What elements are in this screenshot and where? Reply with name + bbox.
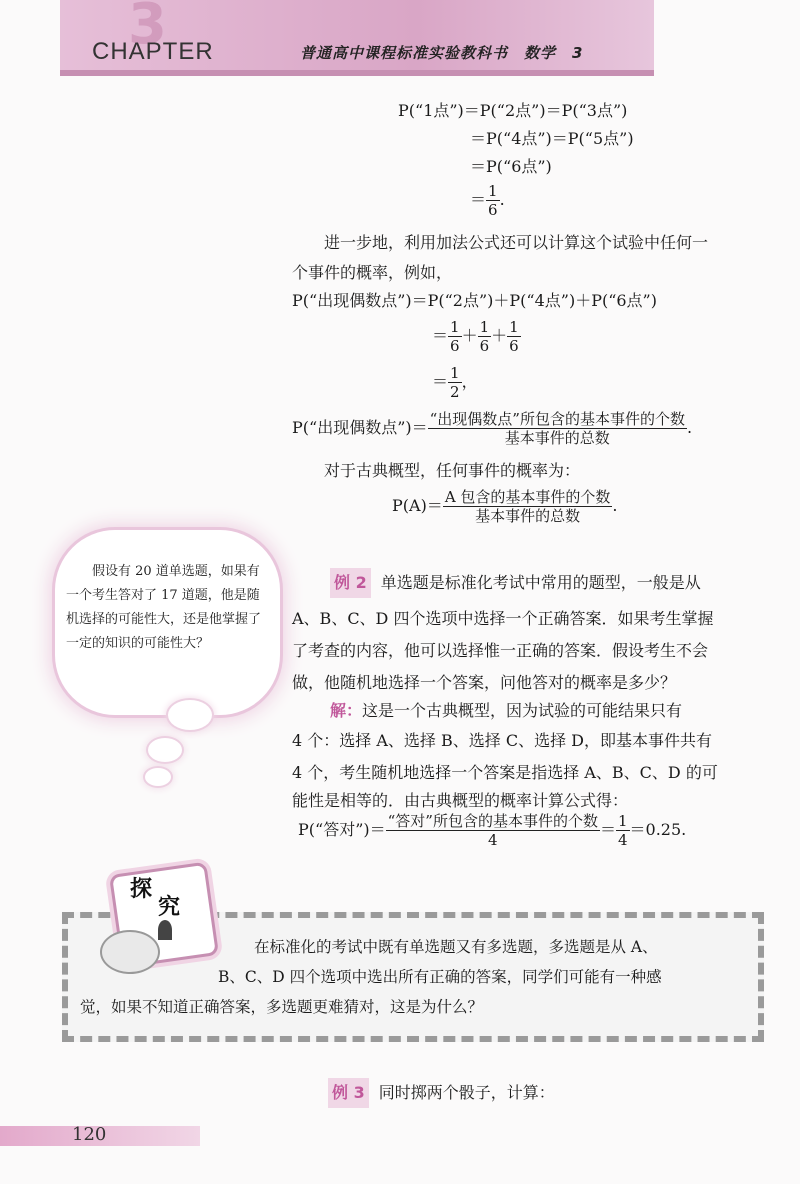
solution-line: 能性是相等的．由古典概型的概率计算公式得： — [292, 791, 629, 810]
example3-line: 例 3 同时掷两个骰子，计算： — [328, 1078, 555, 1108]
dice-eq-line1: P(“1点”)＝P(“2点”)＝P(“3点”) — [398, 101, 628, 120]
cloud-bubble — [168, 700, 212, 730]
even-eq-result: ＝ $\frac{1}{2}$ ， — [432, 364, 478, 401]
explore-line: 在标准化的考试中既有单选题又有多选题，多选题是从 A、 — [254, 938, 658, 956]
explore-title: 探究 — [130, 877, 181, 920]
dice-eq-line2: ＝P(“4点”)＝P(“5点”) — [470, 129, 634, 148]
example2-line: 做，他随机地选择一个答案，问他答对的概率是多少？ — [292, 673, 677, 692]
even-ratio-formula: P(“出现偶数点”)＝ $\frac{\text{“出现偶数点”所包含的基本事件的个数}}{\text{基本事件的总数}}$ . — [292, 410, 693, 447]
even-eq-sum: ＝ $\frac{1}{6}$ ＋ $\frac{1}{6}$ ＋ $\frac{1}{6}$ — [432, 318, 519, 355]
classical-intro: 对于古典概型，任何事件的概率为： — [292, 461, 581, 480]
solution-formula: P(“答对”)＝ $\frac{\text{“答对”所包含的基本事件的个数}}{4}$ ＝ $\frac{1}{4}$ ＝0.25. — [298, 812, 687, 849]
example2-line: A、B、C、D 四个选项中选择一个正确答案．如果考生掌握 — [292, 609, 714, 628]
classical-formula: P(A)＝ $\frac{\text{A 包含的基本事件的个数}}{\text{基本事件的总数}}$ . — [392, 488, 618, 525]
solution-tag: 解： — [330, 701, 363, 720]
explore-line: B、C、D 四个选项中选出所有正确的答案，同学们可能有一种感 — [218, 968, 662, 986]
magnifier-icon — [100, 930, 160, 974]
dice-eq-result: ＝ $\frac{1}{6}$ . — [470, 182, 505, 219]
page-number: 120 — [72, 1124, 107, 1145]
solution-line: 4 个：选择 A、选择 B、选择 C、选择 D，即基本事件共有 — [292, 731, 712, 750]
example2-tag: 例 2 — [330, 568, 371, 598]
example2-line1: 例 2 单选题是标准化考试中常用的题型，一般是从 — [330, 568, 701, 598]
cloud-bubble — [148, 738, 182, 762]
chapter-label: CHAPTER — [92, 38, 214, 65]
paragraph-line: 个事件的概率，例如， — [292, 263, 453, 282]
even-eq-line1: P(“出现偶数点”)＝P(“2点”)＋P(“4点”)＋P(“6点”) — [292, 291, 657, 310]
dice-eq-line3: ＝P(“6点”) — [470, 157, 552, 176]
solution-line1: 解：这是一个古典概型，因为试验的可能结果只有 — [330, 701, 683, 720]
example2-line: 了考查的内容，他可以选择惟一正确的答案．假设考生不会 — [292, 641, 709, 660]
example3-tag: 例 3 — [328, 1078, 369, 1108]
chapter-number: 3 — [128, 0, 167, 57]
keyhole-icon — [158, 920, 172, 940]
explore-line: 觉，如果不知道正确答案，多选题更难猜对，这是为什么？ — [80, 998, 484, 1016]
cloud-note: 假设有 20 道单选题，如果有一个考生答对了 17 道题，他是随机选择的可能性大，还是他掌握了一定的知识的可能性大？ — [66, 564, 262, 651]
book-title: 普通高中课程标准实验教科书 数学 3 — [300, 44, 584, 62]
solution-line: 4 个，考生随机地选择一个答案是指选择 A、B、C、D 的可 — [292, 763, 718, 782]
cloud-bubble — [145, 768, 171, 786]
paragraph-line: 进一步地，利用加法公式还可以计算这个试验中任何一 — [292, 233, 709, 252]
